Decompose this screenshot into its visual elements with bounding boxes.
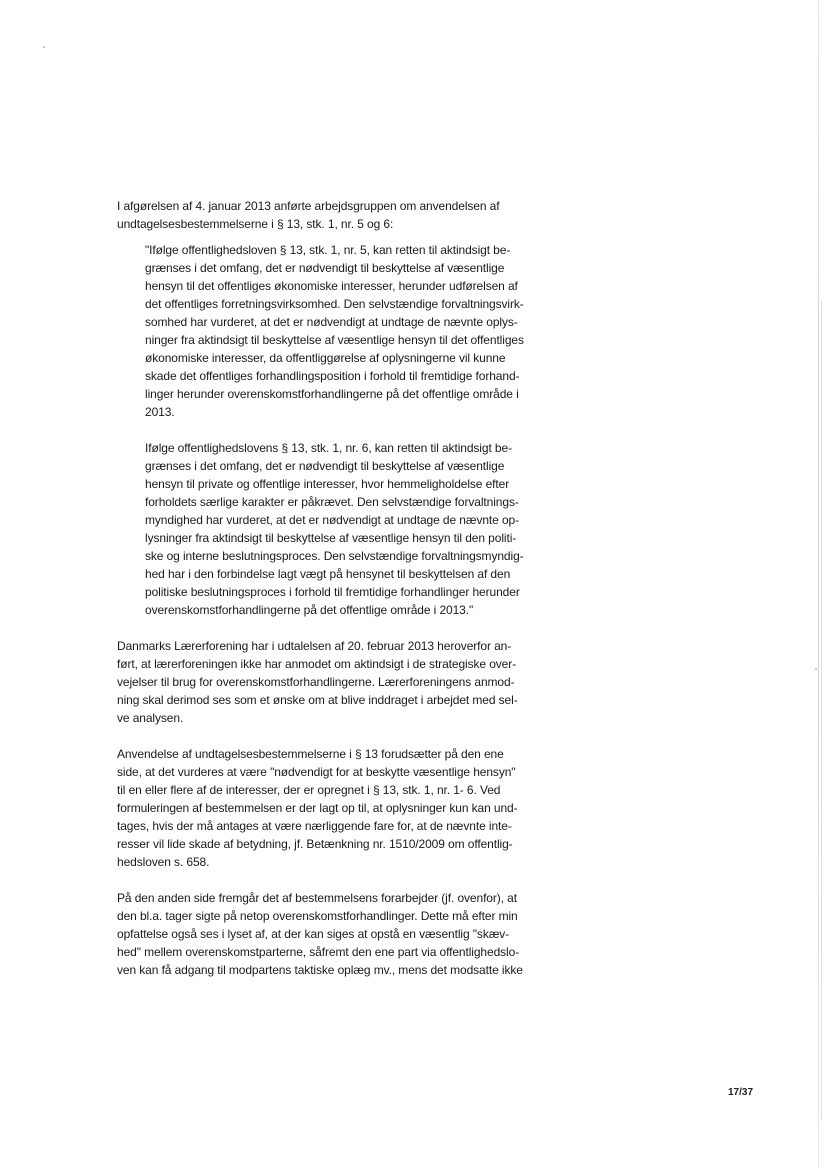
- text-line: Ifølge offentlighedslovens § 13, stk. 1, nr. 6, kan retten til aktindsigt be-: [145, 441, 512, 455]
- block-quote: [145, 241, 573, 619]
- text-line: myndighed har vurderet, at det er nødvendigt at undtage de nævnte op-: [145, 513, 520, 527]
- text-line: På den anden side fremgår det af bestemmelsens forarbejder (jf. ovenfor), at: [117, 891, 517, 905]
- scan-speck: [43, 46, 45, 48]
- text-line: overenskomstforhandlingerne på det offentlige område i 2013.": [145, 603, 474, 617]
- text-line: somhed har vurderet, at det er nødvendigt at undtage de nævnte oplys-: [145, 315, 518, 329]
- page-number: 17/37: [728, 1087, 754, 1098]
- text-line: hensyn til private og offentlige interesser, hvor hemmeligholdelse efter: [145, 477, 510, 491]
- text-line: Danmarks Lærerforening har i udtalelsen af 20. februar 2013 heroverfor an-: [117, 639, 512, 653]
- text-line: ført, at lærerforeningen ikke har anmodet om aktindsigt i de strategiske over-: [117, 657, 517, 671]
- text-line: opfattelse også ses i lyset af, at der kan siges at opstå en væsentlig "skæv-: [117, 927, 510, 941]
- intro-paragraph: [117, 197, 573, 233]
- text-line: vejelser til brug for overenskomstforhandlingerne. Lærerforeningens anmod-: [117, 675, 515, 689]
- text-line: grænses i det omfang, det er nødvendigt til beskyttelse af væsentlige: [145, 459, 505, 473]
- text-line: 2013.: [145, 405, 175, 419]
- text-line: ven kan få adgang til modpartens taktiske oplæg mv., mens det modsatte ikke: [117, 963, 523, 977]
- quote-paragraph-nr5: [145, 241, 573, 421]
- preparatory-works-paragraph: [117, 889, 573, 979]
- text-line: forholdets særlige karakter er påkrævet. Den selvstændige forvaltnings-: [145, 495, 519, 509]
- laererforening-paragraph: [117, 637, 573, 727]
- text-line: ve analysen.: [117, 711, 184, 725]
- text-line: undtagelsesbestemmelserne i § 13, stk. 1, nr. 5 og 6:: [117, 217, 394, 231]
- text-line: formuleringen af bestemmelsen er der lagt op til, at oplysninger kun kan und-: [117, 801, 518, 815]
- text-line: den bl.a. tager sigte på netop overenskomstforhandlinger. Dette må efter min: [117, 909, 518, 923]
- text-line: skade det offentliges forhandlingsposition i forhold til fremtidige forhand-: [145, 369, 520, 383]
- text-line: økonomiske interesser, da offentliggørelse af oplysningerne vil kunne: [145, 351, 506, 365]
- text-line: hedsloven s. 658.: [117, 855, 210, 869]
- text-line: resser vil lide skade af betydning, jf. Betænkning nr. 1510/2009 om offentlig-: [117, 837, 513, 851]
- text-line: side, at det vurderes at være "nødvendigt for at beskytte væsentlige hensyn": [117, 765, 516, 779]
- text-line: ning skal derimod ses som et ønske om at blive inddraget i arbejdet med sel-: [117, 693, 518, 707]
- text-line: hensyn til det offentliges økonomiske interesser, herunder udførelsen af: [145, 279, 518, 293]
- text-line: ske og interne beslutningsproces. Den selvstændige forvaltningsmyndig-: [145, 549, 524, 563]
- text-line: tages, hvis der må antages at være nærliggende fare for, at de nævnte inte-: [117, 819, 512, 833]
- document-body: [117, 197, 573, 997]
- text-line: ninger fra aktindsigt til beskyttelse af væsentlige hensyn til det offentliges: [145, 333, 524, 347]
- text-line: I afgørelsen af 4. januar 2013 anførte arbejdsgruppen om anvendelsen af: [117, 199, 500, 213]
- text-line: hed" mellem overenskomstparterne, såfremt den ene part via offentlighedslo-: [117, 945, 520, 959]
- text-line: til en eller flere af de interesser, der er opregnet i § 13, stk. 1, nr. 1- 6. Ved: [117, 783, 501, 797]
- scan-speck: [815, 668, 817, 670]
- text-line: Anvendelse af undtagelsesbestemmelserne i § 13 forudsætter på den ene: [117, 747, 504, 761]
- text-line: lysninger fra aktindsigt til beskyttelse af væsentlige hensyn til den politi-: [145, 531, 517, 545]
- text-line: "Ifølge offentlighedsloven § 13, stk. 1, nr. 5, kan retten til aktindsigt be-: [145, 243, 511, 257]
- scan-edge-shadow: [818, 0, 819, 1168]
- quote-paragraph-nr6: [145, 439, 573, 619]
- text-line: grænses i det omfang, det er nødvendigt til beskyttelse af væsentlige: [145, 261, 505, 275]
- text-line: det offentliges forretningsvirksomhed. Den selvstændige forvaltningsvirk-: [145, 297, 524, 311]
- exemption-paragraph: [117, 745, 573, 871]
- text-line: politiske beslutningsproces i forhold til fremtidige forhandlinger herunder: [145, 585, 520, 599]
- text-line: linger herunder overenskomstforhandlingerne på det offentlige område i: [145, 387, 519, 401]
- scan-edge-shadow-inner: [821, 300, 822, 1120]
- text-line: hed har i den forbindelse lagt vægt på hensynet til beskyttelsen af den: [145, 567, 511, 581]
